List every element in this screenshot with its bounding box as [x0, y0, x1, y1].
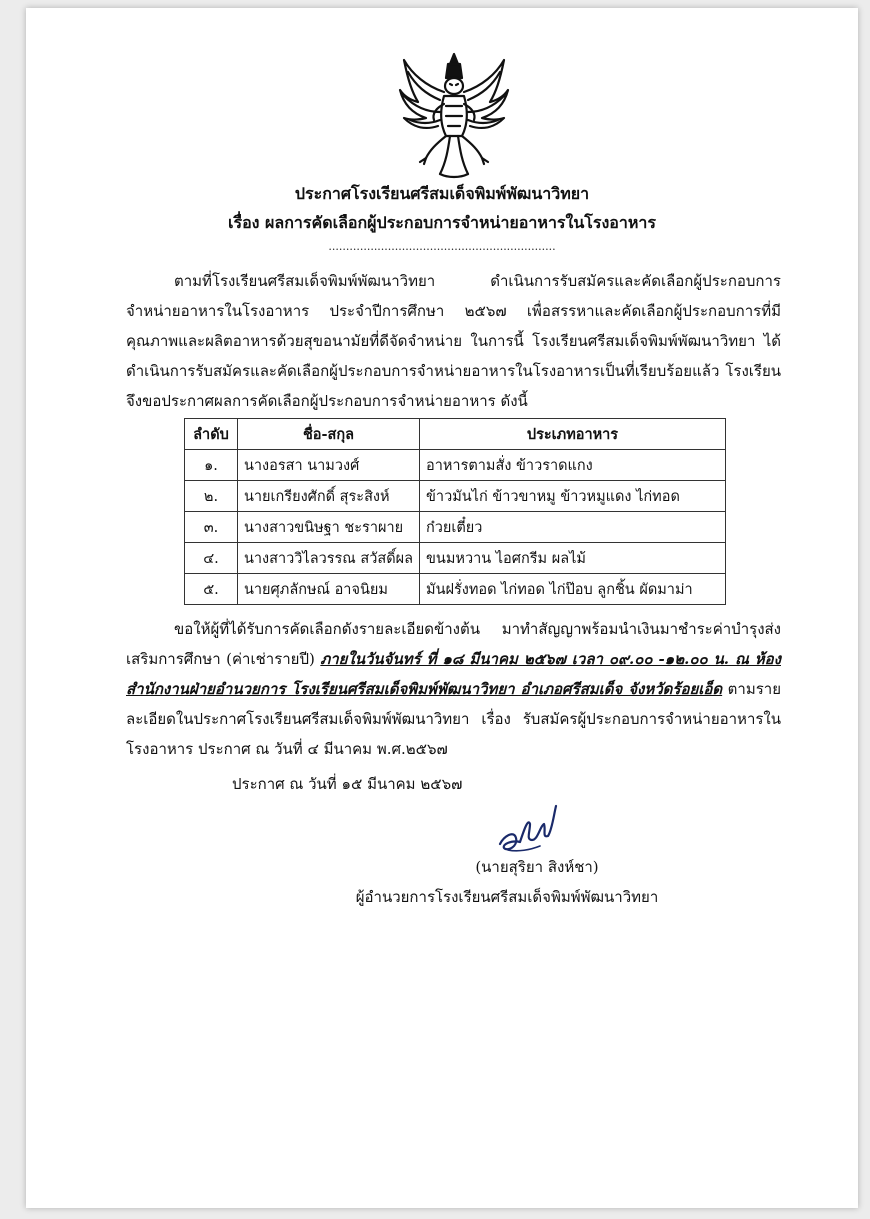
signer-name: (นายสุริยา สิงห์ชา)	[475, 858, 599, 876]
header-food-type: ประเภทอาหาร	[420, 419, 726, 450]
row-food: อาหารตามสั่ง ข้าวราดแกง	[420, 450, 726, 481]
document-title: ประกาศโรงเรียนศรีสมเด็จพิมพ์พัฒนาวิทยา	[294, 184, 590, 203]
row-number: ๑.	[185, 450, 238, 481]
row-food: ข้าวมันไก่ ข้าวขาหมู ข้าวหมูแดง ไก่ทอด	[420, 481, 726, 512]
handwritten-signature	[494, 800, 560, 860]
instruction-deadline: ภายในวันจันทร์ ที่ ๑๘ มีนาคม ๒๕๖๗ เวลา ๐๙.๐๐ -๑๒.๐๐ น. ณ ห้องสำนักงานฝ่ายอำนวยการ โรงเรียนศรีสมเด็จพิมพ์พัฒนาวิทยา อำเภอศรีสมเด็จ จังหวัดร้อยเอ็ด	[126, 650, 781, 698]
title-divider: .................................................................	[328, 240, 556, 253]
table-row	[185, 450, 726, 481]
row-food: ขนมหวาน ไอศกรีม ผลไม้	[420, 543, 726, 574]
intro-paragraph: ตามที่โรงเรียนศรีสมเด็จพิมพ์พัฒนาวิทยา ดำเนินการรับสมัครและคัดเลือกผู้ประกอบการจำหน่ายอาหารในโรงอาหาร ประจำปีการศึกษา ๒๕๖๗ เพื่อสรรหาและคัดเลือกผู้ประกอบการที่มีคุณภาพและผลิตอาหารด้วยสุขอนามัยที่ดีจัดจำหน่าย ในการนี้ โรงเรียนศรีสมเด็จพิมพ์พัฒนาวิทยา ได้ดำเนินการรับสมัครและคัดเลือกผู้ประกอบการจำหน่ายอาหารในโรงอาหารเป็นที่เรียบร้อยแล้ว โรงเรียนจึงขอประกาศผลการคัดเลือกผู้ประกอบการจำหน่ายอาหาร ดังนี้	[126, 272, 781, 410]
header-order: ลำดับ	[185, 419, 238, 450]
row-number: ๕.	[185, 574, 238, 605]
row-number: ๔.	[185, 543, 238, 574]
row-food: มันฝรั่งทอด ไก่ทอด ไก่ป๊อบ ลูกชิ้น ผัดมาม่า	[420, 574, 726, 605]
announce-date: ประกาศ ณ วันที่ ๑๕ มีนาคม ๒๕๖๗	[232, 775, 463, 793]
signer-position: ผู้อำนวยการโรงเรียนศรีสมเด็จพิมพ์พัฒนาวิทยา	[355, 888, 659, 906]
row-name: นางสาววิไลวรรณ สวัสดิ์ผล	[238, 543, 420, 574]
row-number: ๒.	[185, 481, 238, 512]
row-name: นางอรสา นามวงศ์	[238, 450, 420, 481]
garuda-emblem-icon	[396, 50, 512, 182]
table-row	[185, 481, 726, 512]
instruction-reference: ตามรายละเอียดในประกาศโรงเรียนศรีสมเด็จพิมพ์พัฒนาวิทยา เรื่อง รับสมัครผู้ประกอบการจำหน่ายอาหารในโรงอาหาร ประกาศ ณ วันที่ ๔ มีนาคม พ.ศ.๒๕๖๗	[126, 680, 781, 758]
document-subject: เรื่อง ผลการคัดเลือกผู้ประกอบการจำหน่ายอาหารในโรงอาหาร	[228, 213, 656, 232]
vendor-table	[184, 418, 726, 605]
header-name: ชื่อ-สกุล	[238, 419, 420, 450]
row-name: นางสาวขนิษฐา ชะราผาย	[238, 512, 420, 543]
row-name: นายศุภลักษณ์ อาจนิยม	[238, 574, 420, 605]
document-page	[26, 8, 858, 1208]
table-header-row	[185, 419, 726, 450]
row-food: ก๋วยเตี๋ยว	[420, 512, 726, 543]
table-row	[185, 574, 726, 605]
instruction-text: ขอให้ผู้ที่ได้รับการคัดเลือกดังรายละเอียดข้างต้น มาทำสัญญาพร้อมนำเงินมาชำระค่าบำรุงส่งเสริมการศึกษา (ค่าเช่ารายปี)	[126, 620, 781, 668]
table-row	[185, 543, 726, 574]
row-number: ๓.	[185, 512, 238, 543]
instruction-paragraph	[126, 614, 781, 764]
table-row	[185, 512, 726, 543]
row-name: นายเกรียงศักดิ์ สุระสิงห์	[238, 481, 420, 512]
